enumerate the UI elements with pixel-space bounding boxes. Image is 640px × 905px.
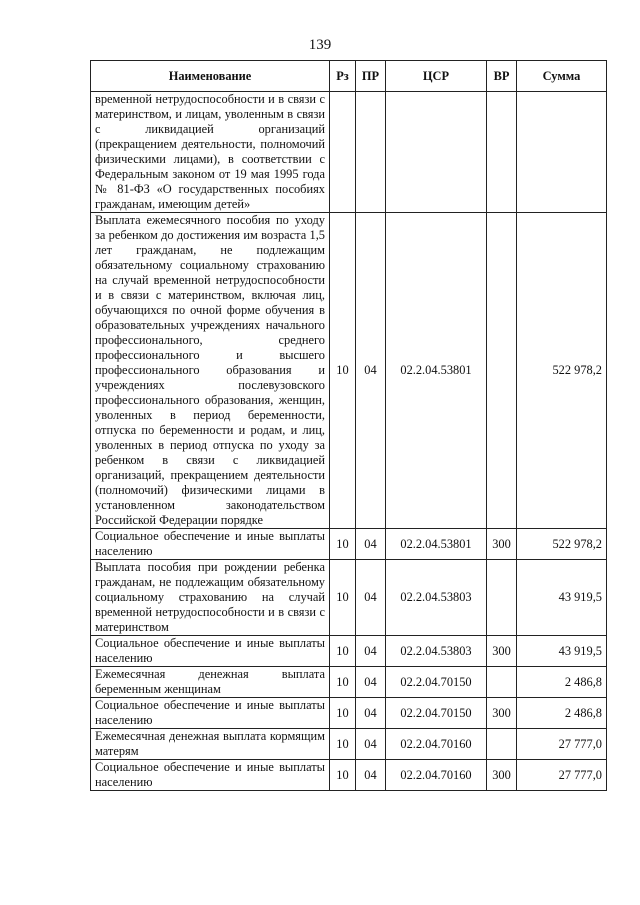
row-csr: 02.2.04.70160 (386, 760, 487, 791)
row-name: Выплата ежемесячного пособия по уходу за ребенком до достижения им возраста 1,5 лет гражданам, не подлежащим обязательному социальному страхованию на случай временной нетрудоспособности и в связи с материнством, включая лиц, обучающихся по очной форме обучения в образовательных учреждениях начального профессионального, среднего профессионального и высшего профессионального образования и учреждениях послевузовского профессионального образования, женщин, уволенных в период беременности, отпуска по беременности и родам, и лиц, уволенных в период отпуска по уходу за ребенком в связи с ликвидацией организаций, прекращением деятельности (полномочий) физическими лицами в установленном законодательством Российской Федерации порядке (91, 213, 330, 529)
table-header-row (91, 61, 607, 92)
row-pr (356, 92, 386, 213)
row-name: Социальное обеспечение и иные выплаты населению (91, 636, 330, 667)
row-rz: 10 (330, 636, 356, 667)
row-sum (517, 92, 607, 213)
header-sum: Сумма (517, 61, 607, 92)
row-sum: 2 486,8 (517, 667, 607, 698)
row-vr: 300 (487, 698, 517, 729)
row-pr: 04 (356, 213, 386, 529)
row-csr (386, 92, 487, 213)
table-row (91, 636, 607, 667)
row-name: Социальное обеспечение и иные выплаты населению (91, 529, 330, 560)
row-sum: 522 978,2 (517, 213, 607, 529)
row-pr: 04 (356, 560, 386, 636)
table-row (91, 760, 607, 791)
row-rz: 10 (330, 667, 356, 698)
row-vr: 300 (487, 636, 517, 667)
row-sum: 43 919,5 (517, 636, 607, 667)
header-name: Наименование (91, 61, 330, 92)
row-vr (487, 667, 517, 698)
row-pr: 04 (356, 698, 386, 729)
row-name: Ежемесячная денежная выплата беременным женщинам (91, 667, 330, 698)
table-row (91, 729, 607, 760)
header-rz: Рз (330, 61, 356, 92)
row-rz: 10 (330, 213, 356, 529)
row-name: временной нетрудоспособности и в связи с материнством, и лицам, уволенным в связи с ликвидацией организаций (прекращением деятельности, полномочий физическими лицами), в соответствии с Федеральным законом от 19 мая 1995 года № 81-ФЗ «О государственных пособиях гражданам, имеющим детей» (91, 92, 330, 213)
row-rz: 10 (330, 698, 356, 729)
row-name: Выплата пособия при рождении ребенка гражданам, не подлежащим обязательному социальному страхованию на случай временной нетрудоспособности и в связи с материнством (91, 560, 330, 636)
row-sum: 2 486,8 (517, 698, 607, 729)
header-csr: ЦСР (386, 61, 487, 92)
row-csr: 02.2.04.53803 (386, 636, 487, 667)
table-row (91, 213, 607, 529)
row-vr (487, 92, 517, 213)
budget-table (90, 60, 607, 791)
header-pr: ПР (356, 61, 386, 92)
row-sum: 27 777,0 (517, 760, 607, 791)
row-pr: 04 (356, 667, 386, 698)
row-csr: 02.2.04.53801 (386, 213, 487, 529)
row-name: Социальное обеспечение и иные выплаты населению (91, 760, 330, 791)
row-vr (487, 213, 517, 529)
row-sum: 522 978,2 (517, 529, 607, 560)
row-pr: 04 (356, 729, 386, 760)
row-pr: 04 (356, 636, 386, 667)
row-sum: 27 777,0 (517, 729, 607, 760)
table-row (91, 667, 607, 698)
table-row (91, 560, 607, 636)
row-rz: 10 (330, 760, 356, 791)
row-name: Ежемесячная денежная выплата кормящим матерям (91, 729, 330, 760)
page-number: 139 (308, 37, 332, 53)
row-vr: 300 (487, 760, 517, 791)
row-sum: 43 919,5 (517, 560, 607, 636)
row-name: Социальное обеспечение и иные выплаты населению (91, 698, 330, 729)
table-row (91, 529, 607, 560)
row-rz: 10 (330, 560, 356, 636)
row-rz (330, 92, 356, 213)
table-row (91, 92, 607, 213)
row-csr: 02.2.04.53803 (386, 560, 487, 636)
table-row (91, 698, 607, 729)
row-pr: 04 (356, 760, 386, 791)
row-rz: 10 (330, 729, 356, 760)
row-csr: 02.2.04.70150 (386, 698, 487, 729)
row-csr: 02.2.04.53801 (386, 529, 487, 560)
row-vr (487, 560, 517, 636)
header-vr: ВР (487, 61, 517, 92)
row-rz: 10 (330, 529, 356, 560)
row-csr: 02.2.04.70160 (386, 729, 487, 760)
row-pr: 04 (356, 529, 386, 560)
row-vr (487, 729, 517, 760)
row-vr: 300 (487, 529, 517, 560)
row-csr: 02.2.04.70150 (386, 667, 487, 698)
